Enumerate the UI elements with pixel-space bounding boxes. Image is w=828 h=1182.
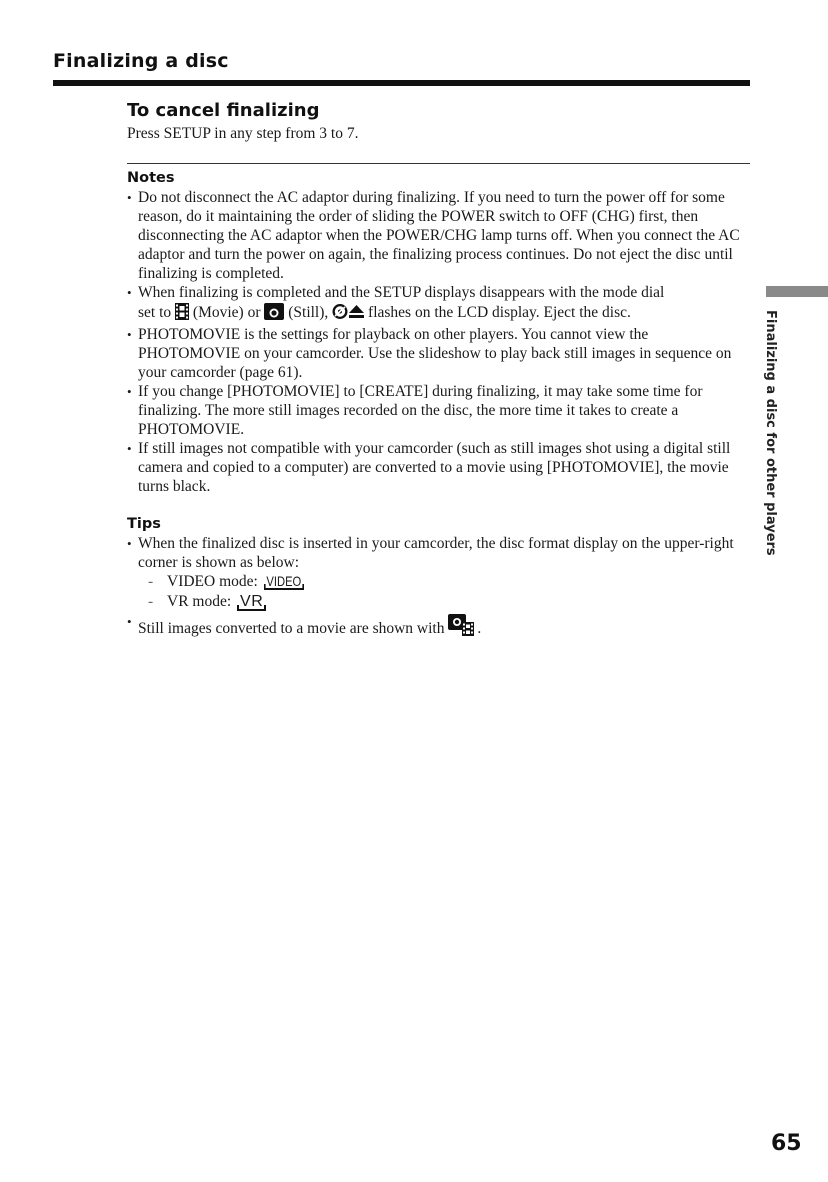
vr-format-badge: VR: [237, 595, 266, 609]
section-side-label: [763, 310, 783, 556]
page-header-title: Finalizing a disc: [53, 50, 229, 72]
section-tab-marker: [766, 286, 828, 297]
tips-heading: Tips: [127, 515, 161, 532]
note-text: (Still),: [288, 303, 329, 321]
note-item: • If you change [PHOTOMOVIE] to [CREATE] during finalizing, it may take some time for finalizing. The more still images recorded on the disc, the more time it takes to create a PHOTOMOVIE.: [127, 382, 750, 439]
tips-list: [127, 534, 750, 641]
video-mode-line: [148, 572, 750, 592]
cancel-heading: To cancel finalizing: [127, 100, 320, 121]
note-item: • Do not disconnect the AC adaptor during finalizing. If you need to turn the power off for some reason, do it maintaining the order of sliding the POWER switch to OFF (CHG) first, then disconnecting the AC adaptor when the POWER/CHG lamp turns off. When you connect the AC adaptor and turn the power on again, the finalizing process continues. Do not eject the disc until finalizing is completed.: [127, 188, 750, 283]
notes-list: [127, 188, 750, 497]
photomovie-icon: [448, 612, 477, 641]
note-text: set to: [138, 303, 172, 321]
note-text: flashes on the LCD display. Eject the disc.: [368, 303, 631, 321]
disc-eject-icon: [332, 303, 364, 325]
tip-text: Still images converted to a movie are shown with: [138, 619, 445, 637]
camera-icon: [264, 303, 284, 325]
header-rule: [53, 80, 750, 86]
vr-mode-line: [148, 592, 750, 612]
note-item: • PHOTOMOVIE is the settings for playback on other players. You cannot view the PHOTOMOVIE on your camcorder. Use the slideshow to play back still images in sequence on your camcorder (page 61).: [127, 325, 750, 382]
tip-item: [127, 534, 750, 612]
disc-format-list: [148, 572, 750, 612]
tip-item: [127, 612, 750, 641]
tip-text: When the finalized disc is inserted in your camcorder, the disc format display on the upper-right corner is shown as below:: [138, 534, 734, 571]
cancel-text: Press SETUP in any step from 3 to 7.: [127, 125, 359, 142]
note-text: When finalizing is completed and the SETUP displays disappears with the mode dial: [138, 284, 665, 302]
movie-film-icon: [175, 303, 189, 325]
video-format-badge: VIDEO: [264, 574, 304, 588]
note-item: [127, 283, 750, 324]
note-item: • If still images not compatible with your camcorder (such as still images shot using a digital still camera and copied to a computer) are converted to a movie using [PHOTOMOVIE], the movie turns black.: [127, 439, 750, 496]
section-side-label-text: Finalizing a disc for other players: [763, 310, 778, 556]
vr-mode-label: VR mode:: [167, 592, 232, 610]
notes-heading: Notes: [127, 170, 175, 186]
note-text: (Movie) or: [192, 303, 261, 321]
tip-text-end: .: [477, 619, 482, 637]
main-content: [127, 100, 750, 641]
page-number: 65: [771, 1131, 802, 1156]
video-mode-label: VIDEO mode:: [167, 572, 258, 590]
notes-rule: [127, 163, 750, 164]
